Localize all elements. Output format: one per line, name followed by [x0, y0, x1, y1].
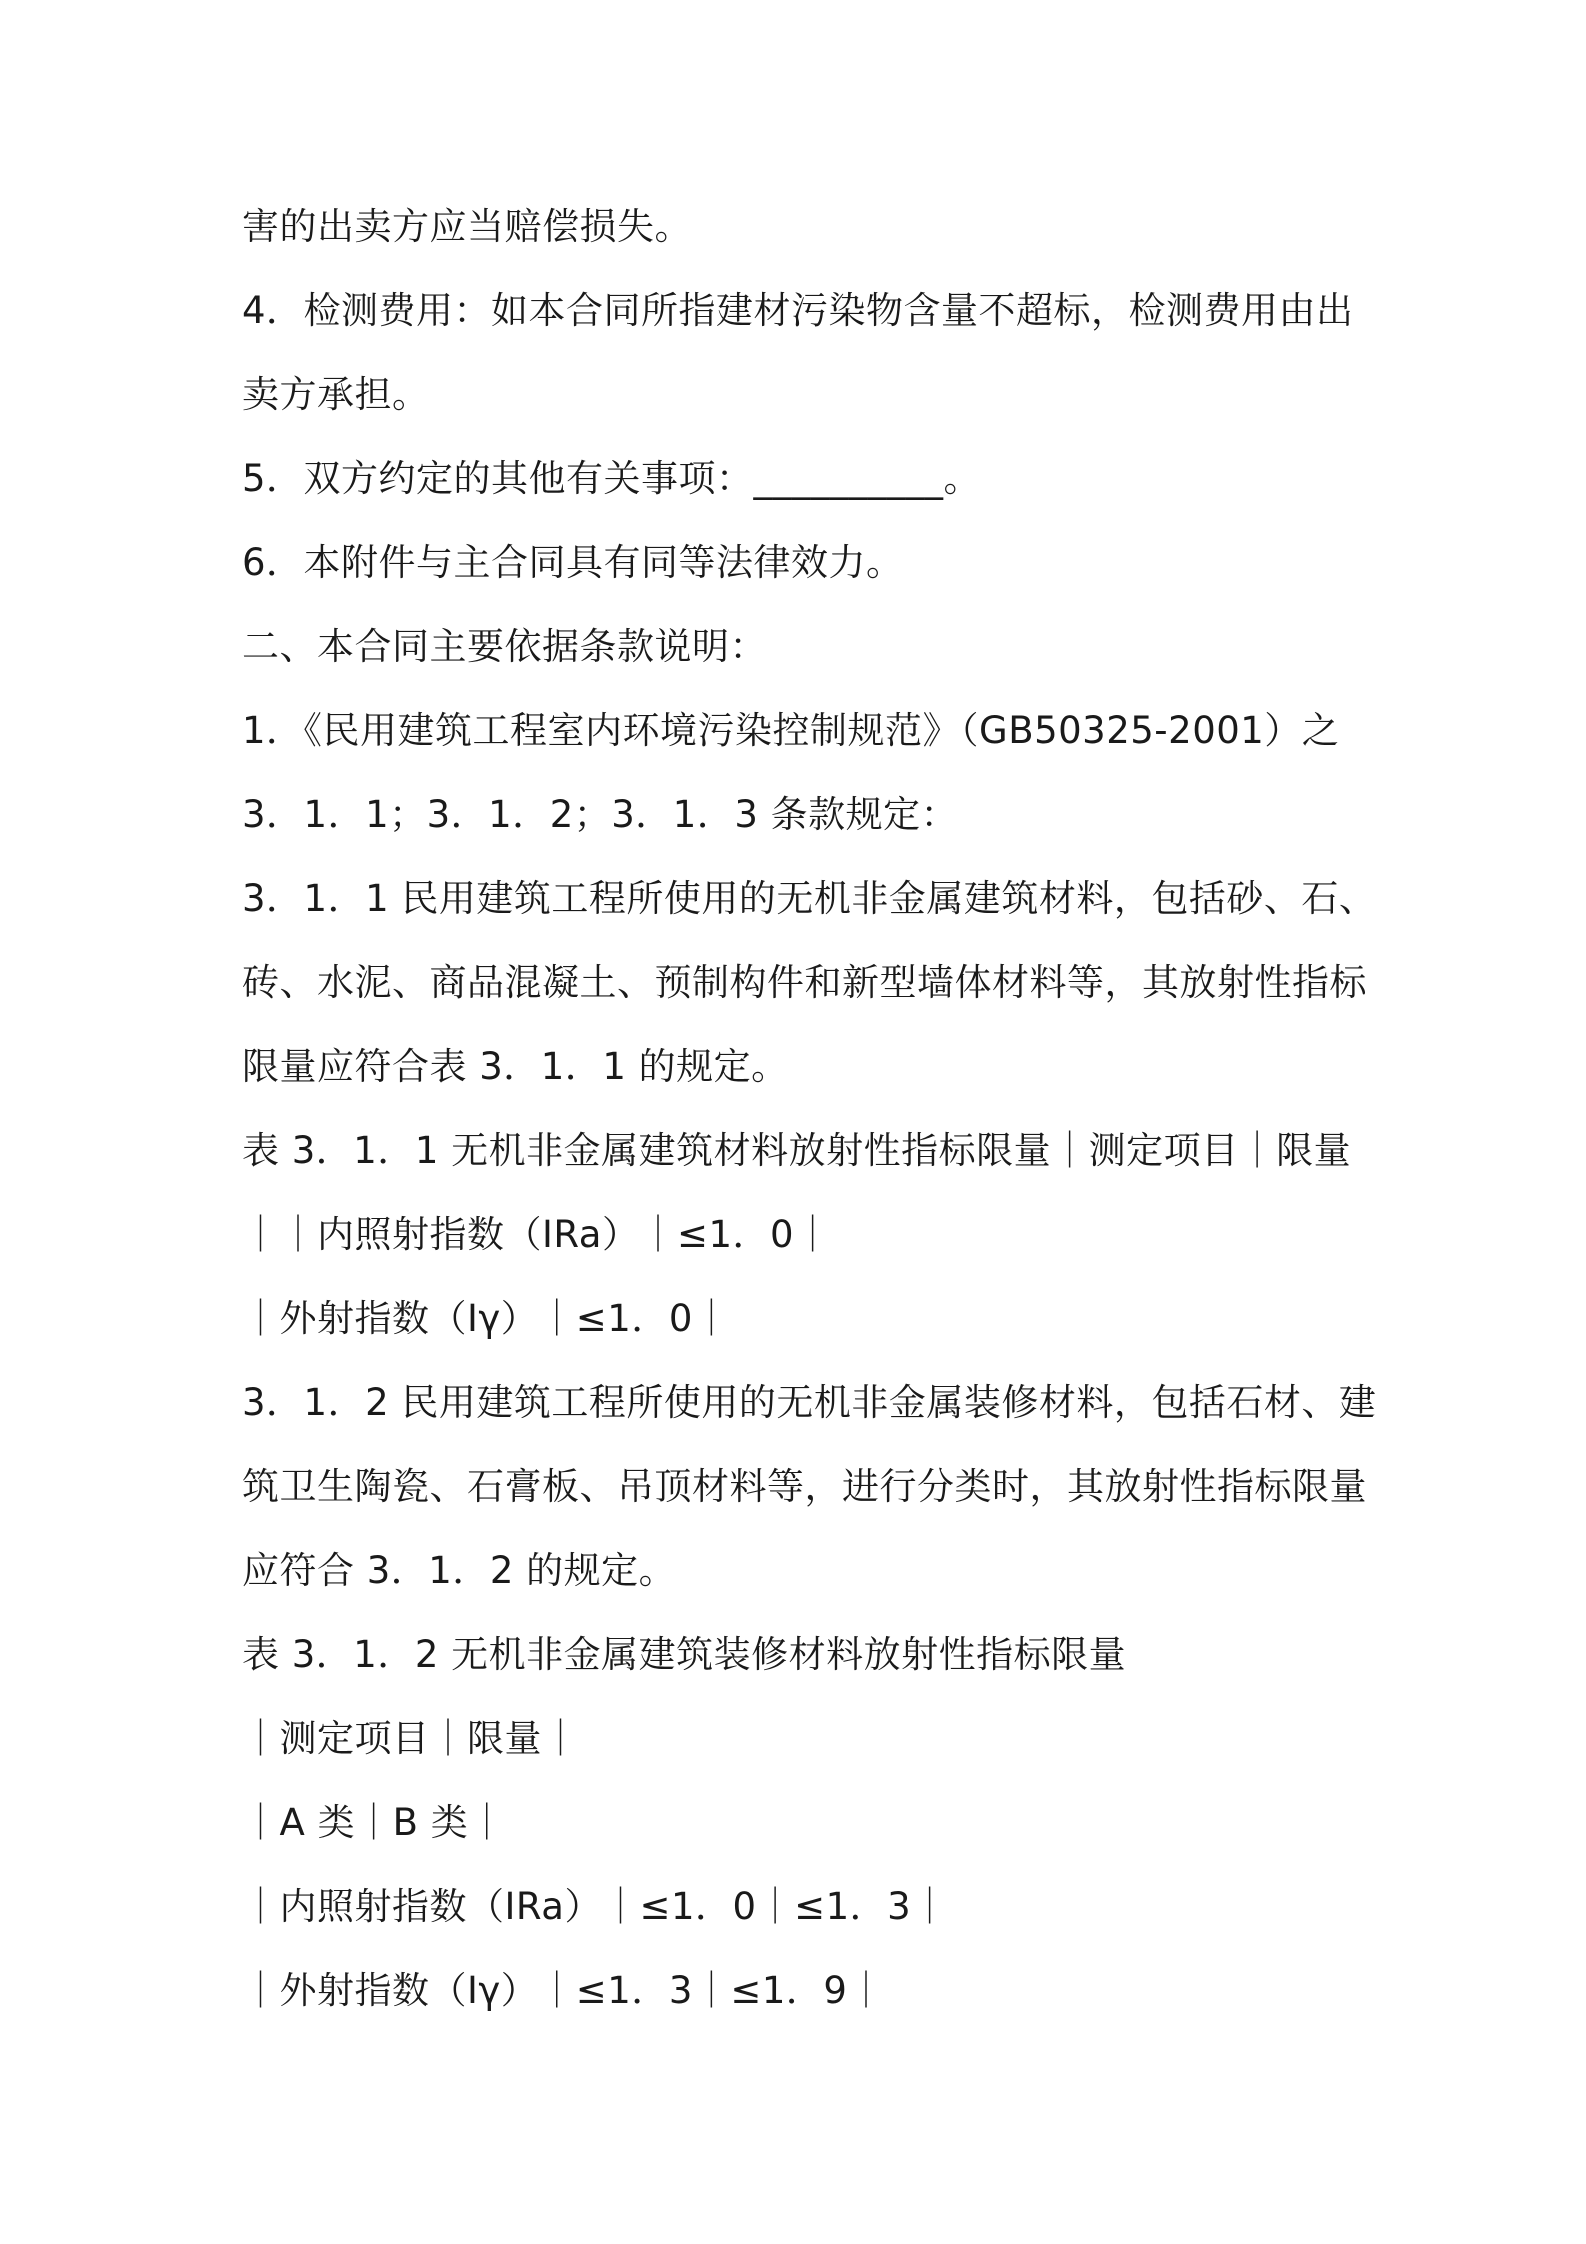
text-line: 应符合 3．1．2 的规定。	[242, 1549, 677, 1592]
text-line: 限量应符合表 3．1．1 的规定。	[242, 1045, 789, 1088]
text-line: 5．双方约定的其他有关事项：__________。	[242, 457, 982, 500]
table-row: ｜外射指数（Iγ）｜≤1．0｜	[242, 1297, 731, 1340]
table-row: ｜A 类｜B 类｜	[242, 1801, 506, 1844]
document-body	[242, 196, 1382, 2044]
text-line: 筑卫生陶瓷、石膏板、吊顶材料等，进行分类时，其放射性指标限量	[242, 1465, 1367, 1508]
text-line: 6．本附件与主合同具有同等法律效力。	[242, 541, 904, 584]
text-line: 3．1．2 民用建筑工程所使用的无机非金属装修材料，包括石材、建	[242, 1381, 1377, 1424]
text-line: 3．1．1 民用建筑工程所使用的无机非金属建筑材料，包括砂、石、	[242, 877, 1377, 920]
table-caption: 表 3．1．1 无机非金属建筑材料放射性指标限量｜测定项目｜限量	[242, 1129, 1352, 1172]
text-line: 3．1．1；3．1．2；3．1．3 条款规定：	[242, 793, 959, 836]
text-line: 害的出卖方应当赔偿损失。	[242, 205, 692, 248]
table-caption: 表 3．1．2 无机非金属建筑装修材料放射性指标限量	[242, 1633, 1127, 1676]
table-row: ｜｜内照射指数（IRa）｜≤1．0｜	[242, 1213, 832, 1256]
text-line: 4．检测费用：如本合同所指建材污染物含量不超标，检测费用由出	[242, 289, 1354, 332]
section-heading: 二、本合同主要依据条款说明：	[242, 625, 767, 668]
table-row: ｜外射指数（Iγ）｜≤1．3｜≤1．9｜	[242, 1969, 885, 2012]
table-row: ｜测定项目｜限量｜	[242, 1717, 580, 1760]
text-line: 卖方承担。	[242, 373, 430, 416]
text-line: 1．《民用建筑工程室内环境污染控制规范》（GB50325-2001）之	[242, 709, 1340, 752]
table-row: ｜内照射指数（IRa）｜≤1．0｜≤1．3｜	[242, 1885, 949, 1928]
text-line: 砖、水泥、商品混凝土、预制构件和新型墙体材料等，其放射性指标	[242, 961, 1367, 1004]
